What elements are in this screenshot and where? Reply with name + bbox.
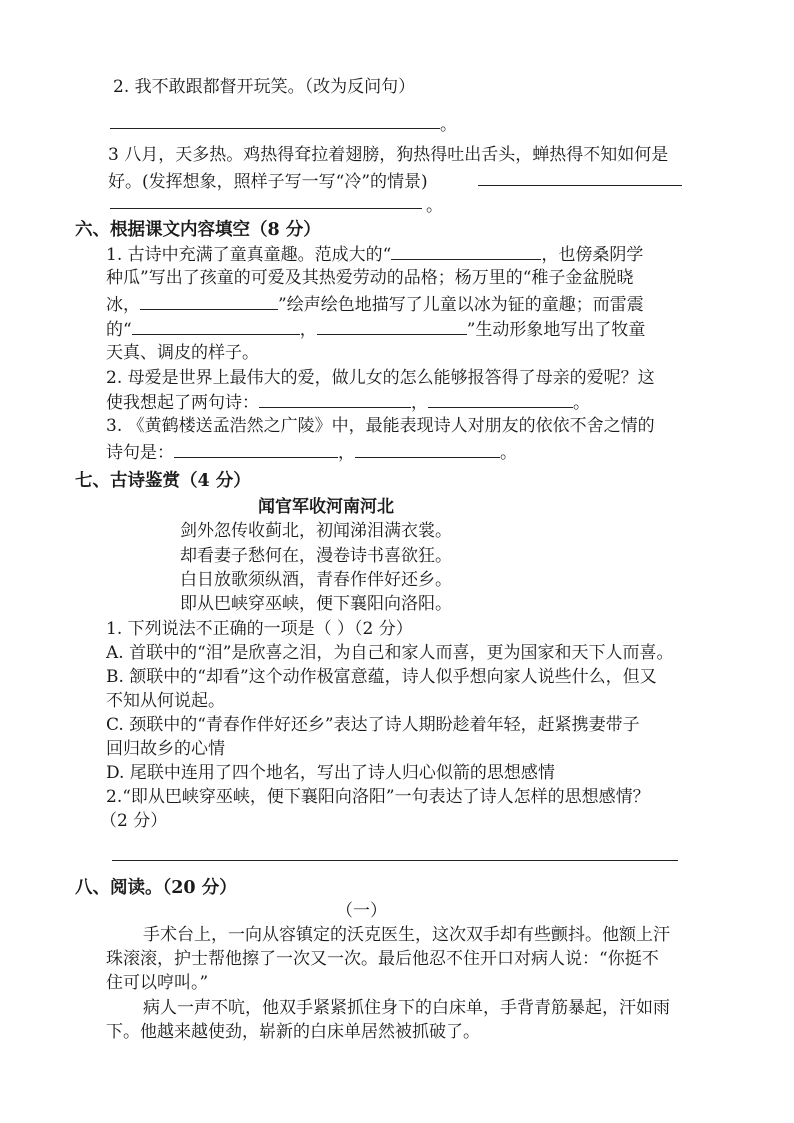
text: ， bbox=[299, 320, 317, 340]
punct: 。 bbox=[426, 196, 443, 216]
section-heading-6: 六、根据课文内容填空（8 分） bbox=[75, 220, 321, 240]
p7-q2-line-1: 2.“即从巴峡穿巫峡，便下襄阳向洛阳”一句表达了诗人怎样的思想感情？ bbox=[106, 787, 650, 807]
answer-line[interactable] bbox=[112, 860, 678, 861]
question-2-rewrite: 2. 我不敢跟都督开玩笑。（改为反问句） bbox=[113, 77, 416, 97]
p6-q1-line-1 bbox=[106, 242, 643, 267]
p6-q2-line-2 bbox=[106, 390, 590, 415]
p7-q1: 1. 下列说法不正确的一项是（ ）（2 分） bbox=[106, 619, 413, 639]
fill-blank[interactable] bbox=[140, 292, 278, 310]
option-b-line-1: B. 颔联中的“却看”这个动作极富意蕴，诗人似乎想向家人说些什么，但又 bbox=[106, 667, 657, 687]
poem-line: 即从巴峡穿巫峡，便下襄阳向洛阳。 bbox=[180, 594, 452, 614]
text: 。 bbox=[500, 443, 517, 463]
passage-line: 住可以哼叫。” bbox=[106, 973, 209, 993]
question-3-line-1: 3 八月，天多热。鸡热得耷拉着翅膀，狗热得吐出舌头，蝉热得不知如何是 bbox=[108, 145, 669, 165]
option-d: D. 尾联中连用了四个地名，写出了诗人归心似箭的思想感情 bbox=[106, 763, 555, 783]
fill-blank[interactable] bbox=[174, 440, 338, 458]
fill-blank[interactable] bbox=[428, 390, 573, 408]
p6-q1-line-3 bbox=[106, 292, 644, 317]
answer-line[interactable] bbox=[478, 185, 682, 186]
text: 。 bbox=[573, 393, 590, 413]
p6-q3-line-1: 3. 《黄鹤楼送孟浩然之广陵》中，最能表现诗人对朋友的依依不舍之情的 bbox=[106, 416, 655, 436]
answer-line[interactable] bbox=[110, 208, 422, 209]
poem-line: 却看妻子愁何在，漫卷诗书喜欲狂。 bbox=[180, 546, 452, 566]
option-c-line-2: 回归故乡的心情 bbox=[106, 739, 225, 759]
section-heading-7: 七、古诗鉴赏（4 分） bbox=[75, 471, 251, 491]
text: ，也傍桑阴学 bbox=[541, 245, 644, 265]
passage-number: （一） bbox=[336, 901, 387, 921]
fill-blank[interactable] bbox=[259, 390, 411, 408]
option-b-line-2: 不知从何说起。 bbox=[106, 691, 225, 711]
p6-q1-line-5: 天真、调皮的样子。 bbox=[106, 343, 259, 363]
text: 冰， bbox=[106, 295, 140, 315]
passage-line: 下。他越来越使劲，崭新的白床单居然被抓破了。 bbox=[106, 1022, 480, 1042]
question-3-line-2: 好。(发挥想象，照样子写一写“冷”的情景) bbox=[108, 172, 428, 192]
p7-q2-line-2: （2 分） bbox=[100, 811, 168, 831]
p6-q1-line-2: 种瓜”写出了孩童的可爱及其热爱劳动的品格；杨万里的“稚子金盆脱晓 bbox=[106, 268, 634, 288]
poem-line: 剑外忽传收蓟北，初闻涕泪满衣裳。 bbox=[180, 521, 452, 541]
passage-line: 手术台上，一向从容镇定的沃克医生，这次双手却有些颤抖。他额上汗 bbox=[143, 925, 670, 945]
option-c-line-1: C. 颈联中的“青春作伴好还乡”表达了诗人期盼趁着年轻，赶紧携妻带子 bbox=[106, 715, 640, 735]
fill-blank[interactable] bbox=[132, 317, 300, 335]
text: 1. 古诗中充满了童真童趣。范成大的“ bbox=[106, 245, 392, 265]
text: 的“ bbox=[106, 320, 132, 340]
section-heading-8: 八、阅读。（20 分） bbox=[75, 878, 237, 898]
text: ”生动形象地写出了牧童 bbox=[466, 320, 646, 340]
passage-line: 珠滚滚，护士帮他擦了一次又一次。最后他忍不住开口对病人说：“你挺不 bbox=[106, 949, 659, 969]
poem-title: 闻官军收河南河北 bbox=[258, 497, 394, 517]
text: ， bbox=[411, 393, 428, 413]
punct: 。 bbox=[440, 115, 457, 135]
p6-q3-line-2 bbox=[106, 440, 517, 465]
p6-q1-line-4 bbox=[106, 317, 645, 342]
text: 诗句是： bbox=[106, 443, 174, 463]
text: 使我想起了两句诗： bbox=[106, 393, 259, 413]
fill-blank[interactable] bbox=[355, 440, 500, 458]
fill-blank[interactable] bbox=[391, 242, 541, 260]
option-a: A. 首联中的“泪”是欣喜之泪，为自己和家人而喜，更为国家和天下人而喜。 bbox=[106, 643, 674, 663]
passage-line: 病人一声不吭，他双手紧紧抓住身下的白床单，手背青筋暴起，汗如雨 bbox=[143, 998, 670, 1018]
text: ， bbox=[338, 443, 355, 463]
answer-line[interactable] bbox=[110, 128, 440, 129]
poem-line: 白日放歌须纵酒，青春作伴好还乡。 bbox=[180, 570, 452, 590]
p6-q2-line-1: 2. 母爱是世界上最伟大的爱，做儿女的怎么能够报答得了母亲的爱呢？这 bbox=[106, 368, 655, 388]
text: ”绘声绘色地描写了儿童以冰为钲的童趣；而雷震 bbox=[278, 295, 644, 315]
fill-blank[interactable] bbox=[317, 317, 467, 335]
